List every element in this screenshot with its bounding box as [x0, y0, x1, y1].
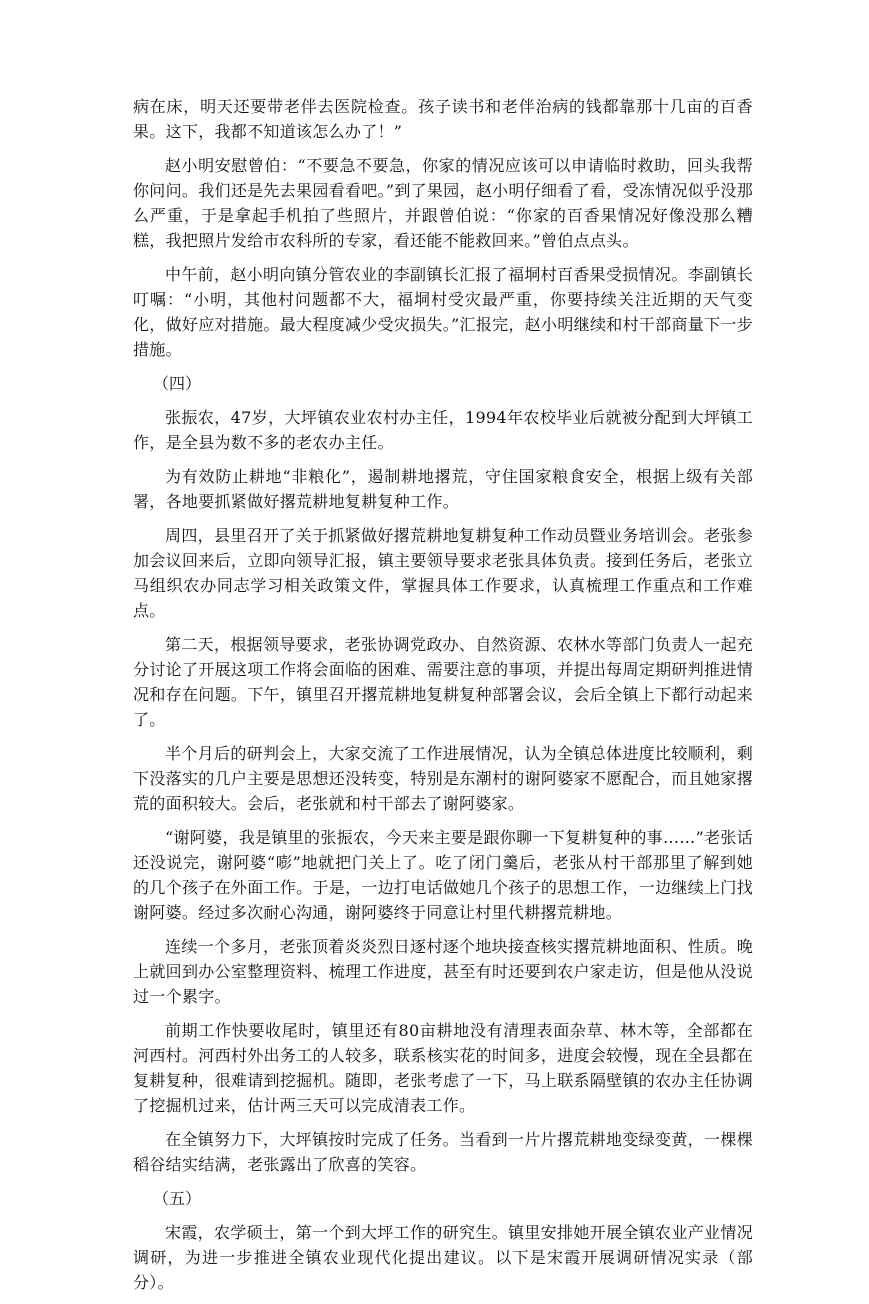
paragraph: 前期工作快要收尾时，镇里还有80亩耕地没有清理表面杂草、林木等，全部都在河西村。河西村外出务工的人较多，联系核实花的时间多，进度会较慢，现在全县都在复耕复种，很难请到挖掘机。随即，老张考虑了一下，马上联系隔壁镇的农办主任协调了挖掘机过来，估计两三天可以完成清表工作。 — [133, 1021, 753, 1115]
section-heading: （四） — [153, 374, 202, 393]
paragraph: 周四，县里召开了关于抓紧做好撂荒耕地复耕复种工作动员暨业务培训会。老张参加会议回来后，立即向领导汇报，镇主要领导要求老张具体负责。接到任务后，老张立马组织农办同志学习相关政策文件，掌握具体工作要求，认真梳理工作重点和工作难点。 — [133, 526, 753, 620]
section-heading: （五） — [153, 1189, 202, 1208]
paragraph: 在全镇努力下，大坪镇按时完成了任务。当看到一片片撂荒耕地变绿变黄，一棵棵稻谷结实结满，老张露出了欣喜的笑容。 — [133, 1130, 753, 1174]
paragraph: 张振农，47岁，大坪镇农业农村办主任，1994年农校毕业后就被分配到大坪镇工作，是全县为数不多的老农办主任。 — [133, 408, 753, 452]
paragraph: “谢阿婆，我是镇里的张振农，今天来主要是跟你聊一下复耕复种的事……”老张话还没说完，谢阿婆“嘭”地就把门关上了。吃了闭门羹后，老张从村干部那里了解到她的几个孩子在外面工作。于是，一边打电话做她几个孩子的思想工作，一边继续上门找谢阿婆。经过多次耐心沟通，谢阿婆终于同意让村里代耕撂荒耕地。 — [133, 828, 753, 922]
paragraph: 第二天，根据领导要求，老张协调党政办、自然资源、农林水等部门负责人一起充分讨论了开展这项工作将会面临的困难、需要注意的事项，并提出每周定期研判推进情况和存在问题。下午，镇里召开撂荒耕地复耕复种部署会议，会后全镇上下都行动起来了。 — [133, 635, 753, 729]
paragraph: 中午前，赵小明向镇分管农业的李副镇长汇报了福垌村百香果受损情况。李副镇长叮嘱：“小明，其他村问题都不大，福垌村受灾最严重，你要持续关注近期的天气变化，做好应对措施。最大程度减少受灾损失。”汇报完，赵小明继续和村干部商量下一步措施。 — [133, 265, 753, 359]
paragraph: 宋霞，农学硕士，第一个到大坪工作的研究生。镇里安排她开展全镇农业产业情况调研，为进一步推进全镇农业现代化提出建议。以下是宋霞开展调研情况实录（部分）。 — [133, 1223, 753, 1292]
document-body — [133, 94, 753, 1304]
paragraph: 病在床，明天还要带老伴去医院检查。孩子读书和老伴治病的钱都靠那十几亩的百香果。这下，我都不知道该怎么办了！” — [133, 97, 753, 141]
paragraph: 连续一个多月，老张顶着炎炎烈日逐村逐个地块接查核实撂荒耕地面积、性质。晚上就回到办公室整理资料、梳理工作进度，甚至有时还要到农户家走访，但是他从没说过一个累字。 — [133, 937, 753, 1006]
paragraph: 半个月后的研判会上，大家交流了工作进展情况，认为全镇总体进度比较顺利，剩下没落实的几户主要是思想还没转变，特别是东潮村的谢阿婆家不愿配合，而且她家撂荒的面积较大。会后，老张就和村干部去了谢阿婆家。 — [133, 744, 753, 813]
paragraph: 为有效防止耕地“非粮化”，遏制耕地撂荒，守住国家粮食安全，根据上级有关部署，各地要抓紧做好撂荒耕地复耕复种工作。 — [133, 467, 753, 511]
paragraph: 赵小明安慰曾伯：“不要急不要急，你家的情况应该可以申请临时救助，回头我帮你问问。我们还是先去果园看看吧。”到了果园，赵小明仔细看了看，受冻情况似乎没那么严重，于是拿起手机拍了些照片，并跟曾伯说：“你家的百香果情况好像没那么糟糕，我把照片发给市农科所的专家，看还能不能救回来。”曾伯点点头。 — [133, 156, 753, 250]
